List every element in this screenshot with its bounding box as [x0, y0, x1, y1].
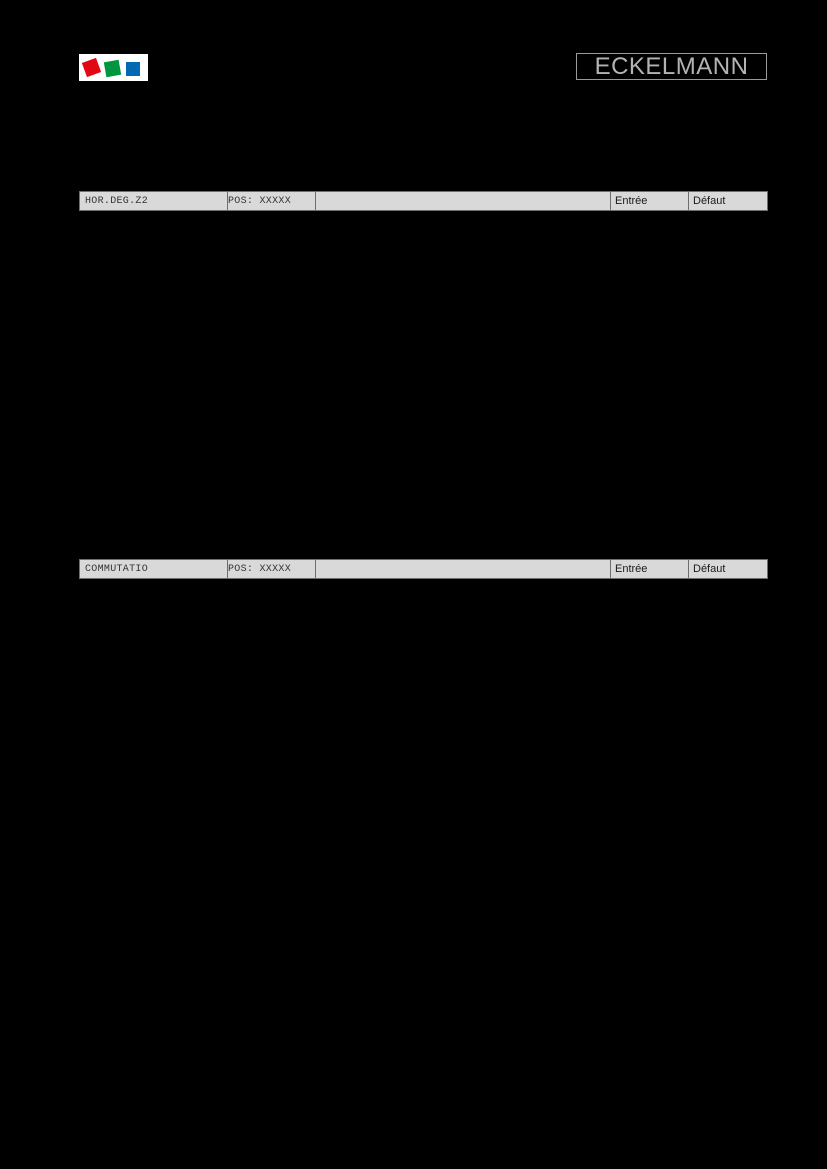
table-row — [79, 559, 768, 579]
entry-column-header: Entrée — [611, 192, 689, 210]
brand-wordmark: ECKELMANN — [576, 53, 767, 80]
description-cell — [316, 192, 611, 210]
logo-shapes — [80, 55, 147, 80]
parameter-position: POS: XXXXX — [228, 192, 316, 210]
table-row — [79, 191, 768, 211]
parameter-code: COMMUTATIO — [80, 560, 228, 578]
red-square-icon — [82, 58, 101, 77]
blue-square-icon — [126, 62, 140, 76]
default-column-header: Défaut — [689, 560, 767, 578]
green-square-icon — [104, 60, 121, 77]
eckelmann-squares-logo — [79, 54, 148, 81]
description-cell — [316, 560, 611, 578]
entry-column-header: Entrée — [611, 560, 689, 578]
parameter-code: HOR.DEG.Z2 — [80, 192, 228, 210]
default-column-header: Défaut — [689, 192, 767, 210]
parameter-position: POS: XXXXX — [228, 560, 316, 578]
